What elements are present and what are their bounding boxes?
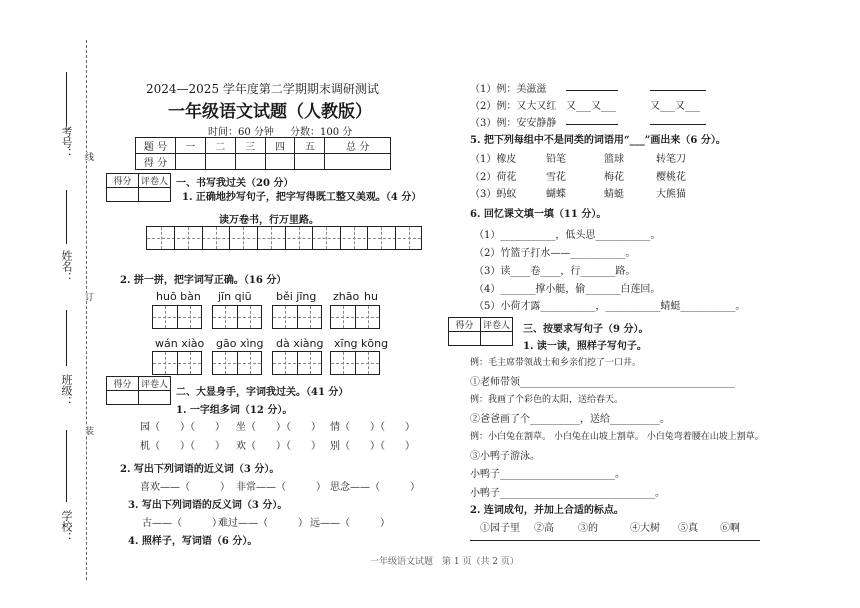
score-header-5: 五 xyxy=(295,138,325,154)
xuexiao-label: 学校： xyxy=(60,510,73,543)
group-2-word-2: 雪花 xyxy=(546,172,566,183)
sec3-q1: 1. 读一读，照样子写句子。 xyxy=(523,341,647,352)
example-sentence-3: 例：小白兔在割草。 小白兔在山坡上割草。 小白兔弯着腰在山坡上割草。 xyxy=(470,432,764,442)
example-2-fill-b: 又___又___ xyxy=(650,101,700,112)
answer-line[interactable] xyxy=(470,540,760,541)
pinyin-grid-1[interactable] xyxy=(152,305,202,329)
example-1: （1）例：美滋滋 xyxy=(470,84,547,95)
banji-label: 班级： xyxy=(60,374,73,407)
compound-4: 机（ ）（ ） xyxy=(140,441,225,452)
grader-name-label: 评卷人 xyxy=(481,318,513,332)
word-card-1: ①园子里 xyxy=(480,523,520,534)
pinyin-grid-5[interactable] xyxy=(152,351,202,375)
word-card-4: ④大树 xyxy=(630,523,660,534)
copy-sentence: 读万卷书，行万里路。 xyxy=(219,215,319,226)
pinyin-8: dà xiàng xyxy=(276,337,324,350)
xuexiao-line xyxy=(66,430,67,502)
grader-score-label: 得分 xyxy=(449,318,481,332)
antonym-2: 难过——（ ） xyxy=(218,518,308,529)
compound-3: 情（ ）（ ） xyxy=(330,422,415,433)
grader-box-1 xyxy=(106,173,171,202)
score-cell[interactable] xyxy=(265,154,295,170)
xingming-label: 姓名： xyxy=(60,250,73,283)
pinyin-4: zhāo xyxy=(333,290,360,303)
term-title: 2024—2025 学年度第二学期期末调研测试 xyxy=(146,82,379,96)
sentence-line-1: ①老师带领___________________________________________ xyxy=(470,377,735,388)
grader-box-3 xyxy=(448,317,513,346)
sentence-line-4: 小鸭子_______________________。 xyxy=(470,469,625,480)
answer-line[interactable] xyxy=(566,90,618,91)
compound-5: 欢（ ）（ ） xyxy=(236,441,321,452)
sec2-q1: 1. 一字组多词（12 分）。 xyxy=(176,405,293,416)
synonym-2: 非常——（ ） xyxy=(236,482,326,493)
sentence-line-3: ③小鸭子游泳。 xyxy=(470,451,540,462)
antonym-3: 远——（ ） xyxy=(310,518,390,529)
group-1-word-3: 篮球 xyxy=(604,154,624,165)
sec1-title: 一、书写我过关（20 分） xyxy=(176,178,294,189)
group-3-word-4: 大熊猫 xyxy=(656,189,686,200)
example-sentence-2: 例：我画了个彩色的太阳，送给春天。 xyxy=(470,395,624,405)
pinyin-grid-2[interactable] xyxy=(212,305,262,329)
score-table xyxy=(135,137,391,170)
banji-line xyxy=(66,310,67,366)
group-3-word-2: 蝴蝶 xyxy=(546,189,566,200)
answer-line[interactable] xyxy=(566,124,618,125)
pinyin-2: jīn qiū xyxy=(218,290,252,303)
recall-fill-5: （5）小荷才露___________，___________蜻蜓___________。 xyxy=(474,301,746,312)
grader-box-2 xyxy=(106,376,171,405)
pinyin-grid-8[interactable] xyxy=(330,351,380,375)
compound-2: 坐（ ）（ ） xyxy=(236,422,321,433)
group-2-word-1: （2）荷花 xyxy=(470,172,517,183)
score-cell[interactable] xyxy=(325,154,391,170)
sec2-q3: 3. 写出下列词语的反义词（3 分）。 xyxy=(128,500,288,511)
word-card-5: ⑤真 xyxy=(678,523,698,534)
group-1-word-1: （1）橡皮 xyxy=(470,154,517,165)
page-footer: 一年级语文试题 第 1 页（共 2 页） xyxy=(370,557,519,567)
grader-name-cell[interactable] xyxy=(481,332,513,346)
sentence-line-5: 小鸭子_______________________________。 xyxy=(470,488,665,499)
binding-mark-xian: 线 xyxy=(83,152,93,161)
grader-score-label: 得分 xyxy=(107,174,139,188)
score-header-label: 题 号 xyxy=(136,138,176,154)
sec3-title: 三、按要求写句子（9 分）。 xyxy=(523,324,649,335)
score-cell[interactable] xyxy=(205,154,235,170)
score-cell[interactable] xyxy=(176,154,206,170)
binding-mark-ding: 订 xyxy=(83,292,93,301)
group-3-word-1: （3）蚂蚁 xyxy=(470,189,517,200)
answer-line[interactable] xyxy=(650,90,706,91)
kaohao-line xyxy=(66,72,67,126)
exam-time: 时间：60 分钟 xyxy=(208,127,274,138)
compound-1: 园（ ）（ ） xyxy=(140,422,225,433)
pinyin-6: wán xiào xyxy=(155,337,205,350)
score-cell[interactable] xyxy=(235,154,265,170)
group-1-word-4: 转笔刀 xyxy=(656,154,686,165)
example-3: （3）例：安安静静 xyxy=(470,118,557,129)
grader-name-label: 评卷人 xyxy=(139,174,171,188)
pinyin-grid-3[interactable] xyxy=(272,305,322,329)
score-header-4: 四 xyxy=(265,138,295,154)
score-header-1: 一 xyxy=(176,138,206,154)
sec3-q2: 2. 连词成句，并加上合适的标点。 xyxy=(470,505,624,516)
grader-name-cell[interactable] xyxy=(139,188,171,202)
score-header-2: 二 xyxy=(205,138,235,154)
score-header-total: 总 分 xyxy=(325,138,391,154)
group-3-word-3: 蜻蜓 xyxy=(604,189,624,200)
example-sentence-1: 例：毛主席带领战士和乡亲们挖了一口井。 xyxy=(470,358,642,368)
sec2-title: 二、大显身手，字词我过关。（41 分） xyxy=(176,387,349,398)
sentence-line-2: ②爸爸画了个__________，送给__________。 xyxy=(470,414,670,425)
kaohao-label: 考号： xyxy=(60,126,73,159)
pinyin-grid-7[interactable] xyxy=(272,351,322,375)
group-2-word-4: 樱桃花 xyxy=(656,172,686,183)
grader-score-label: 得分 xyxy=(107,377,139,391)
pinyin-3: běi jīng xyxy=(276,290,317,303)
word-card-3: ③的 xyxy=(578,523,598,534)
score-header-3: 三 xyxy=(235,138,265,154)
page-title: 一年级语文试题（人教版） xyxy=(168,102,372,122)
recall-fill-3: （3）读____卷____，行_______路。 xyxy=(474,266,636,277)
binding-mark-zhuang: 装 xyxy=(83,426,93,435)
recall-fill-1: （1）___________，低头思___________。 xyxy=(474,230,661,241)
sec1-q1: 1. 正确地抄写句子，把字写得既工整又美观。（4 分） xyxy=(182,192,422,203)
word-card-6: ⑥啊 xyxy=(720,523,740,534)
pinyin-5: hu xyxy=(364,290,378,303)
pinyin-1: huō bàn xyxy=(156,290,201,303)
synonym-3: 思念——（ ） xyxy=(330,482,420,493)
grader-score-cell[interactable] xyxy=(449,332,481,346)
word-card-2: ②高 xyxy=(534,523,554,534)
pinyin-9: xīng kōng xyxy=(334,337,389,350)
example-2: （2）例：又大又红 xyxy=(470,101,557,112)
group-1-word-2: 铅笔 xyxy=(546,154,566,165)
grader-name-cell[interactable] xyxy=(139,391,171,405)
sec1-q2: 2. 拼一拼，把字词写正确。（16 分） xyxy=(120,275,287,286)
score-row-label: 得 分 xyxy=(136,154,176,170)
grader-name-label: 评卷人 xyxy=(139,377,171,391)
antonym-1: 古——（ ） xyxy=(142,518,222,529)
example-2-fill-a: 又___又___ xyxy=(566,101,616,112)
answer-line[interactable] xyxy=(650,124,706,125)
pinyin-grid-6[interactable] xyxy=(212,351,262,375)
compound-6: 别（ ）（ ） xyxy=(330,441,415,452)
exam-score: 分数：100 分 xyxy=(290,127,353,138)
pinyin-7: gāo xìng xyxy=(216,337,264,350)
grader-score-cell[interactable] xyxy=(107,188,139,202)
sec2-q4: 4. 照样子，写词语（6 分）。 xyxy=(128,536,258,547)
xingming-line xyxy=(66,190,67,244)
pinyin-grid-4[interactable] xyxy=(330,305,380,329)
recall-fill-4: （4）_______撑小艇，偷_______白莲回。 xyxy=(474,284,661,295)
synonym-1: 喜欢——（ ） xyxy=(140,482,230,493)
q5-title: 5. 把下列每组中不是同类的词语用“___”画出来（6 分）。 xyxy=(470,135,726,146)
sec2-q2: 2. 写出下列词语的近义词（3 分）。 xyxy=(120,464,280,475)
grader-score-cell[interactable] xyxy=(107,391,139,405)
binding-dashed-line xyxy=(86,40,87,580)
q6-title: 6. 回忆课文填一填（11 分）。 xyxy=(470,209,607,220)
group-2-word-3: 梅花 xyxy=(604,172,624,183)
recall-fill-2: （2）竹篮子打水——___________。 xyxy=(474,248,636,259)
copy-writing-grid[interactable] xyxy=(146,226,422,250)
score-cell[interactable] xyxy=(295,154,325,170)
